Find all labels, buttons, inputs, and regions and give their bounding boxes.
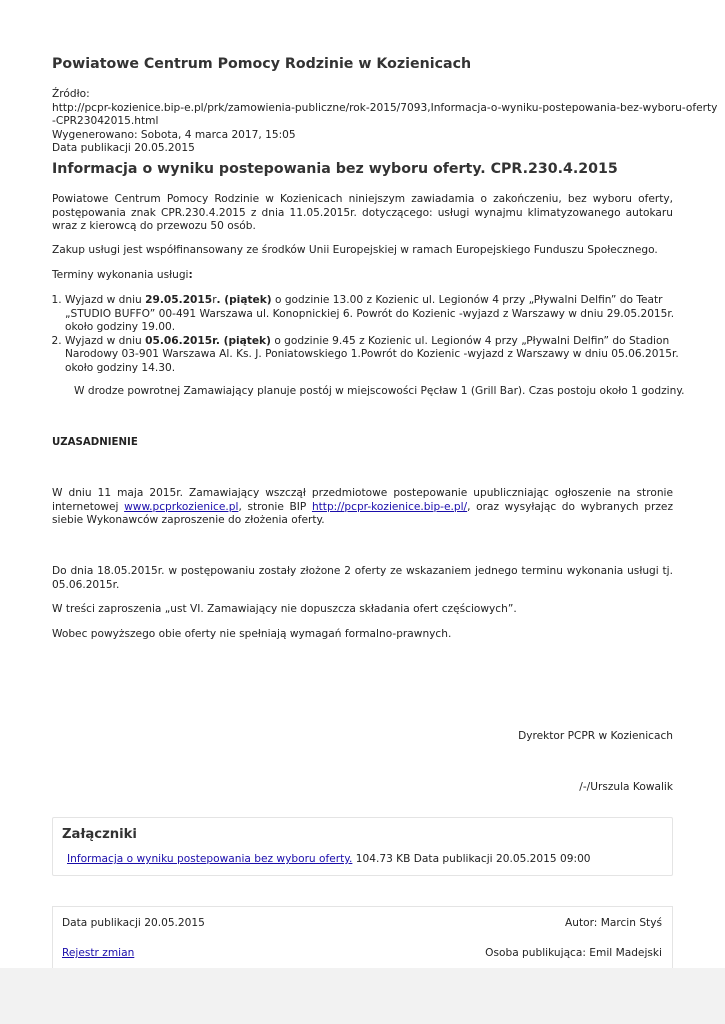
attachments-box	[52, 817, 673, 876]
footer-publication-date: Data publikacji 20.05.2015	[62, 917, 205, 929]
term-rest: o godzinie 13.00 z Kozienic ul. Legionów 4 przy „Pływalni Delfin” do Teatr „STUDIO BUFFO” 00-491 Warszawa ul. Konopnickiej 6. Powrót do Kozienic -wyjazd z Warszawy w dniu 29.05.2015r. około godziny 19.00.	[65, 294, 675, 333]
term-pre: Wyjazd w dniu	[65, 334, 146, 347]
source-url-line2: -CPR23042015.html	[52, 115, 159, 127]
term-day: . (piątek)	[216, 294, 272, 306]
term-mid: r	[212, 294, 217, 306]
footer-box	[52, 906, 673, 977]
offers-paragraph: Do dnia 18.05.2015r. w postępowaniu zostały złożone 2 oferty ze wskazaniem jednego terminu wykonania usługi tj. 05.06.2015r.	[52, 565, 673, 591]
terms-label-colon: :	[188, 269, 193, 281]
term-date: 05.06.2015r	[145, 334, 216, 347]
attachments-heading: Załączniki	[62, 827, 137, 842]
source-url-line1: http://pcpr-kozienice.bip-e.pl/prk/zamowienia-publiczne/rok-2015/7093,Informacja-o-wyniku-postepowania-bez-wyboru-oferty	[52, 101, 718, 114]
term-pre: Wyjazd w dniu	[65, 294, 146, 306]
signature-role: Dyrektor PCPR w Kozienicach	[518, 730, 673, 742]
terms-label	[52, 269, 673, 283]
publication-date: Data publikacji 20.05.2015	[52, 142, 195, 154]
stop-note: W drodze powrotnej Zamawiający planuje postój w miejscowości Pęcław 1 (Grill Bar). Czas postoju około 1 godziny.	[74, 385, 685, 397]
terms-list	[52, 294, 686, 375]
article-title: Informacja o wyniku postepowania bez wyboru oferty. CPR.230.4.2015	[52, 161, 618, 177]
terms-label-text: Terminy wykonania usługi	[52, 269, 189, 281]
bottom-band	[0, 968, 725, 1024]
term-rest: o godzinie 9.45 z Kozienic ul. Legionów 4 przy „Pływalni Delfin” do Stadion Narodowy 03-901 Warszawa Al. Ks. J. Poniatowskiego 1.Powrót do Kozienic -wyjazd z Warszawy w dniu 05.06.2015r. około godziny 14.30.	[65, 334, 679, 374]
term-day: . (piątek)	[215, 334, 271, 347]
para1-text-c: , oraz wysyłając do wybranych przez siebie Wykonawców zaproszenie do złożenia oferty.	[52, 500, 673, 526]
org-title: Powiatowe Centrum Pomocy Rodzinie w Kozienicach	[52, 56, 472, 72]
attachment-item	[67, 853, 591, 867]
generated-date: Wygenerowano: Sobota, 4 marca 2017, 15:05	[52, 128, 296, 141]
invitation-paragraph: W treści zaproszenia „ust VI. Zamawiający nie dopuszcza składania ofert częściowych”.	[52, 603, 517, 615]
justification-paragraph	[52, 487, 673, 528]
term-date: 29.05.2015	[145, 294, 213, 306]
footer-author: Autor: Marcin Styś	[565, 917, 662, 929]
para1-text-a: W dniu 11 maja 2015r. Zamawiający wszczął przedmiotowe postepowanie upubliczniając ogłoszenie na stronie internetowej	[52, 487, 673, 513]
changes-register-link[interactable]: Rejestr zmian	[62, 947, 135, 959]
justification-heading: UZASADNIENIE	[52, 437, 138, 448]
website-link[interactable]: www.pcprkozienice.pl	[124, 500, 239, 513]
source-meta	[52, 88, 718, 156]
conclusion-paragraph: Wobec powyższego obie oferty nie spełniają wymagań formalno-prawnych.	[52, 628, 452, 640]
bip-link[interactable]: http://pcpr-kozienice.bip-e.pl/	[311, 500, 468, 513]
list-item	[65, 335, 686, 376]
footer-publisher: Osoba publikująca: Emil Madejski	[485, 947, 662, 959]
attachment-link[interactable]: Informacja o wyniku postepowania bez wyboru oferty.	[67, 853, 353, 865]
intro-paragraph: Powiatowe Centrum Pomocy Rodzinie w Kozienicach niniejszym zawiadamia o zakończeniu, bez wyboru oferty, postępowania znak CPR.230.4.2015 z dnia 11.05.2015r. dotyczącego: usługi wynajmu klimatyzowanego autokaru wraz z kierowcą do przewozu 50 osób.	[52, 193, 673, 232]
funding-paragraph: Zakup usługi jest współfinansowany ze środków Unii Europejskiej w ramach Europejskiego Funduszu Społecznego.	[52, 244, 658, 256]
source-label: Źródło:	[52, 88, 90, 100]
list-item	[65, 294, 686, 335]
para1-text-b: , stronie BIP	[238, 500, 312, 513]
attachment-info: 104.73 KB Data publikacji 20.05.2015 09:00	[352, 853, 591, 865]
signature-name: /-/Urszula Kowalik	[579, 781, 673, 793]
